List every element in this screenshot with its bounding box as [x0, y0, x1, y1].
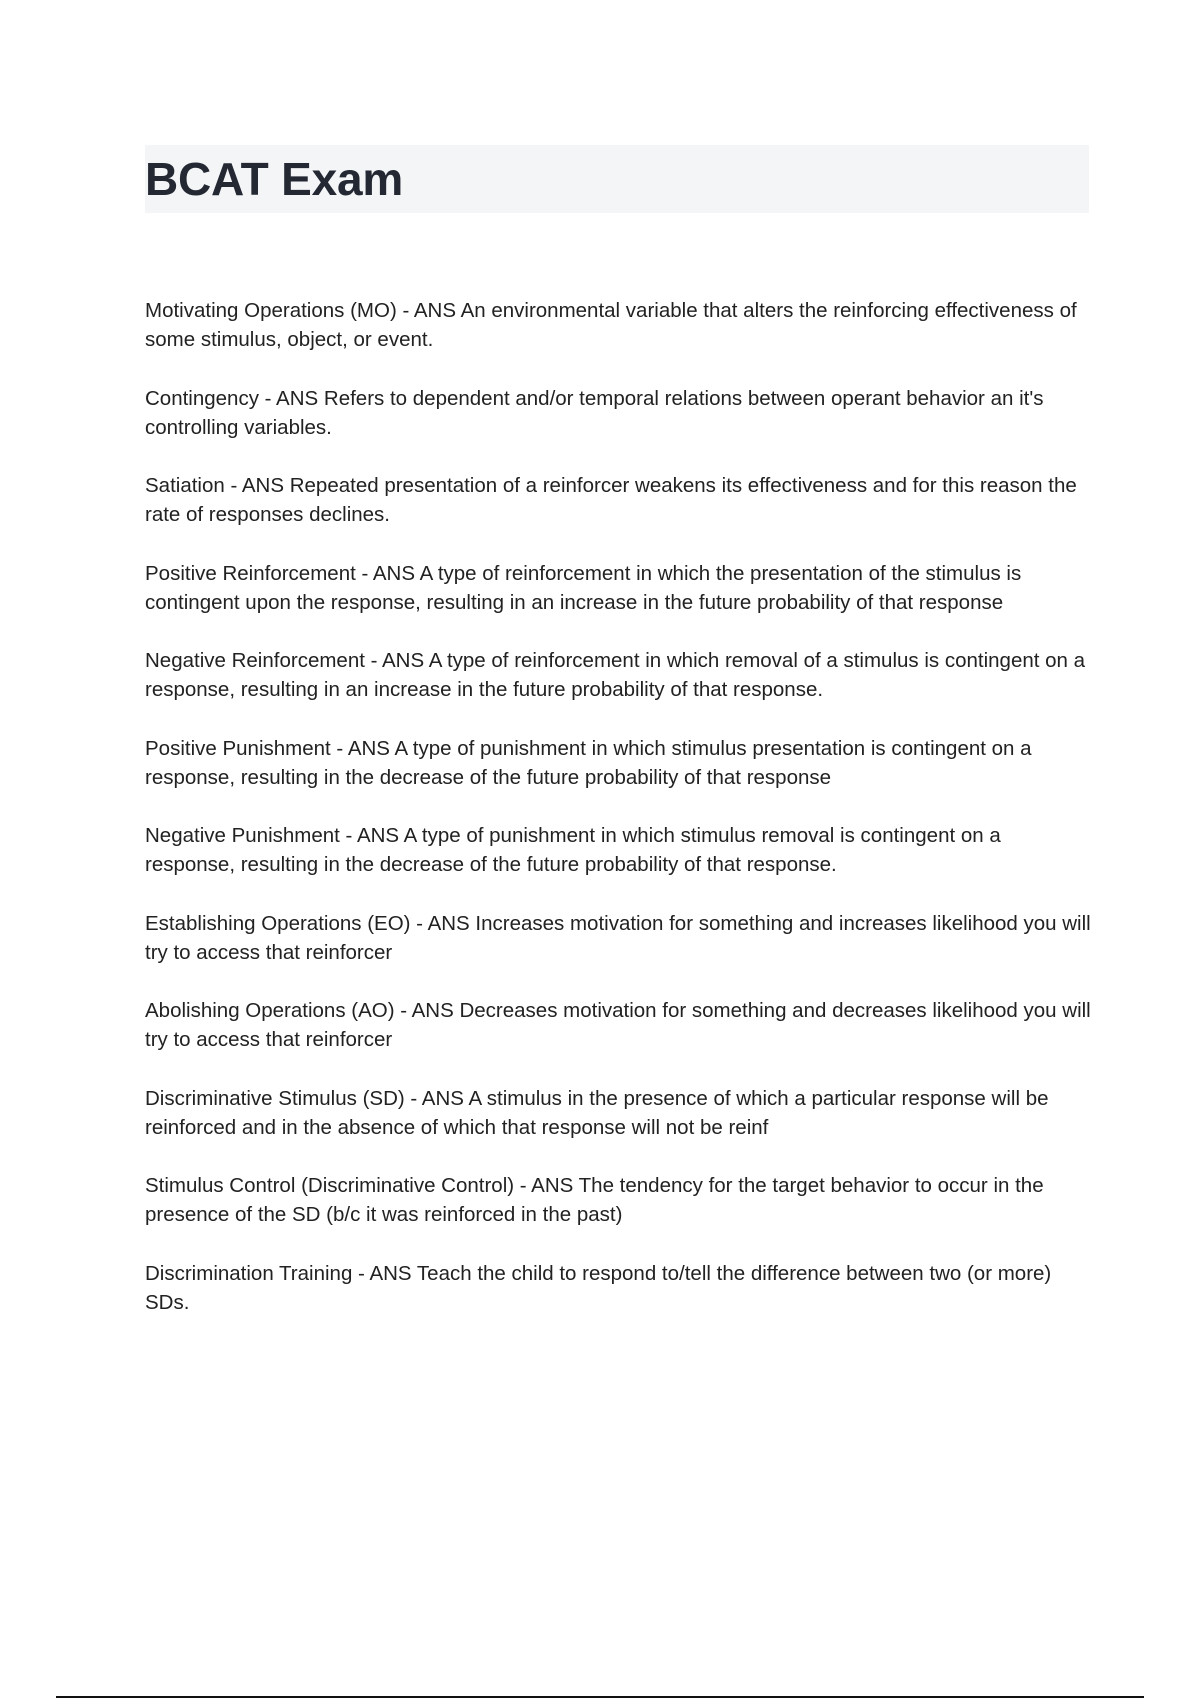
- entry-list: [145, 296, 1095, 1346]
- entry-stimulus-control: Stimulus Control (Discriminative Control) - ANS The tendency for the target behavior to occur in the presence of the SD (b/c it was reinforced in the past): [145, 1174, 1044, 1226]
- entry-discrimination-training: Discrimination Training - ANS Teach the child to respond to/tell the difference between two (or more) SDs.: [145, 1261, 1052, 1314]
- page-title: BCAT Exam: [145, 153, 404, 205]
- entry-positive-reinforcement: Positive Reinforcement - ANS A type of reinforcement in which the presentation of the stimulus is contingent upon the response, resulting in an increase in the future probability of that response: [145, 561, 1022, 614]
- entry-contingency: Contingency - ANS Refers to dependent and/or temporal relations between operant behavior an it's controlling variables.: [145, 386, 1044, 439]
- entry-negative-reinforcement: Negative Reinforcement - ANS A type of reinforcement in which removal of a stimulus is contingent on a response, resulting in an increase in the future probability of that response.: [145, 649, 1086, 701]
- entry-positive-punishment: Positive Punishment - ANS A type of punishment in which stimulus presentation is contingent on a response, resulting in the decrease of the future probability of that response: [145, 736, 1032, 789]
- entry-abolishing-operations: Abolishing Operations (AO) - ANS Decreases motivation for something and decreases likelihood you will try to access that reinforcer: [145, 999, 1091, 1051]
- entry-motivating-operations: Motivating Operations (MO) - ANS An environmental variable that alters the reinforcing effectiveness of some stimulus, object, or event.: [145, 299, 1077, 351]
- entry-discriminative-stimulus: Discriminative Stimulus (SD) - ANS A stimulus in the presence of which a particular response will be reinforced and in the absence of which that response will not be reinf: [145, 1086, 1049, 1139]
- entry-negative-punishment: Negative Punishment - ANS A type of punishment in which stimulus removal is contingent on a response, resulting in the decrease of the future probability of that response.: [145, 824, 1001, 876]
- entry-establishing-operations: Establishing Operations (EO) - ANS Increases motivation for something and increases likelihood you will try to access that reinforcer: [145, 911, 1091, 964]
- title-band: [145, 145, 1089, 213]
- entry-satiation: Satiation - ANS Repeated presentation of a reinforcer weakens its effectiveness and for this reason the rate of responses declines.: [145, 474, 1077, 526]
- page-bottom-rule: [56, 1696, 1144, 1698]
